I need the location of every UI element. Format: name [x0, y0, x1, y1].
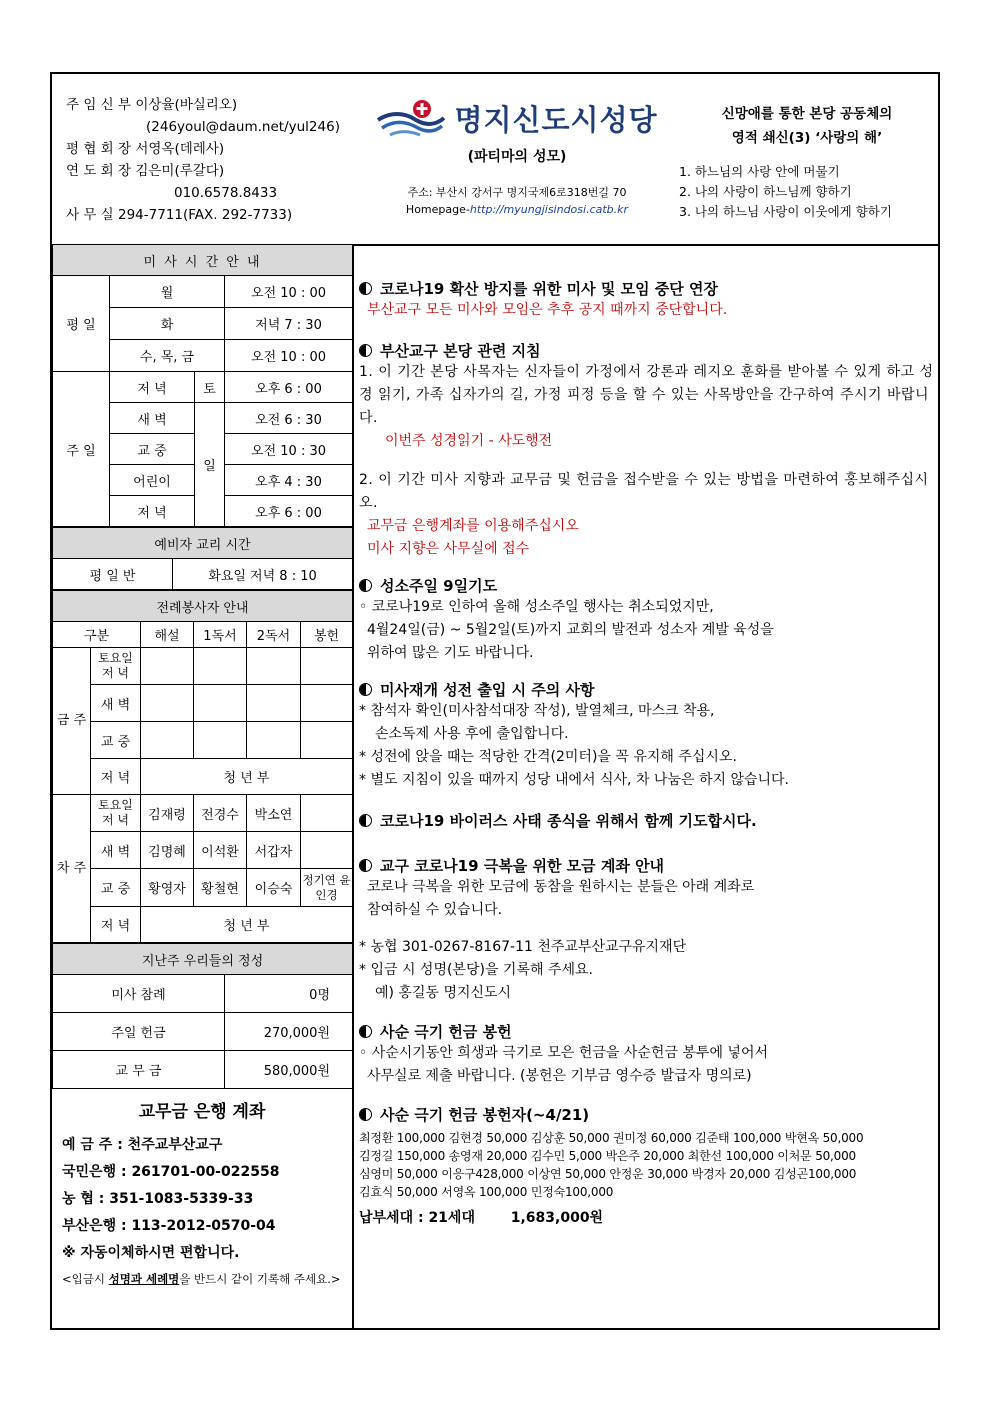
theme-goals	[679, 162, 937, 222]
mass-times-table	[52, 244, 353, 527]
server-cell: 이승숙	[247, 869, 301, 907]
server-slot: 토요일 저 녁	[91, 795, 141, 832]
server-slot: 토요일 저 녁	[91, 648, 141, 685]
notice-red-text: 부산교구 모든 미사와 모임은 추후 공지 때까지 중단합니다.	[367, 302, 728, 318]
office-line: 사 무 실 294-7711(FAX. 292-7733)	[66, 207, 293, 223]
goal-item: 3. 나의 하느님 사랑이 이웃에게 향하기	[679, 204, 892, 219]
mass-time: 오전 6 : 30	[225, 403, 353, 434]
catechumen-class: 평 일 반	[53, 559, 173, 590]
half-circle-icon	[359, 1025, 372, 1038]
servers-col-header: 해설	[141, 622, 194, 648]
notice-line: 참여하실 수 있습니다.	[367, 902, 503, 918]
server-cell	[301, 722, 353, 759]
parish-name: 명지신도시성당	[454, 102, 658, 137]
bank-row: 국민은행 : 261701-00-022558	[62, 1164, 280, 1180]
offering-value: 270,000원	[225, 1013, 353, 1051]
staff-info	[60, 94, 360, 226]
notice-title: 부산교구 본당 관련 지침	[380, 342, 541, 360]
parish-address: 주소: 부산시 강서구 명지국제6로318번길 70	[407, 186, 627, 199]
patron-name: (파티마의 성모)	[467, 149, 567, 165]
mass-day: 일	[195, 403, 225, 527]
bank-note-part: <입금시	[62, 1272, 109, 1286]
servers-col-header: 봉헌	[301, 622, 353, 648]
notice-line: 코로나 극복을 위한 모금에 동참을 원하시는 분들은 아래 계좌로	[367, 879, 755, 895]
server-cell: 청 년 부	[141, 759, 353, 795]
this-week-label: 금 주	[53, 648, 91, 795]
notice-title: 교구 코로나19 극복을 위한 모금 계좌 안내	[380, 857, 665, 875]
notice-red-text: 미사 지향은 사무실에 접수	[367, 541, 530, 557]
theme-line-2: 영적 쇄신(3) ‘사랑의 해’	[731, 130, 883, 146]
mass-day: 토	[195, 372, 225, 403]
server-cell	[301, 648, 353, 685]
servers-col-header: 1독서	[194, 622, 247, 648]
donor-row: 최정환 100,000 김현경 50,000 김상훈 50,000 권미정 60,000 김준태 100,000 박현옥 50,000	[359, 1131, 864, 1145]
mass-time: 오후 6 : 00	[225, 496, 353, 527]
mass-time: 오후 6 : 00	[225, 372, 353, 403]
bank-title: 교무금 은행 계좌	[138, 1102, 266, 1122]
servers-table	[52, 590, 353, 943]
server-cell	[194, 722, 247, 759]
half-circle-icon	[359, 1108, 372, 1121]
parish-block	[362, 94, 672, 216]
notice-mass-suspension	[359, 278, 938, 322]
half-circle-icon	[359, 683, 372, 696]
homepage-label: Homepage-	[405, 203, 470, 216]
bulletin-header	[52, 74, 938, 246]
notice-paragraph: 1. 이 기간 본당 사목자는 신자들이 가정에서 강론과 레지오 훈화를 받아볼 수 있게 하고 성경 읽기, 가족 십자가의 길, 가정 피정 등을 할 수 있는 사목방안을 간구하여 주시기 바랍니다.	[359, 364, 934, 426]
notice-line: 위하여 많은 기도 바랍니다.	[367, 645, 534, 661]
server-cell: 박소연	[247, 795, 301, 832]
weekday-time: 저녁 7 : 30	[225, 308, 353, 340]
mass-name: 저 녁	[110, 372, 195, 403]
notice-line: ◦ 코로나19로 인하여 올해 성소주일 행사는 취소되었지만,	[359, 599, 714, 615]
half-circle-icon	[359, 859, 372, 872]
notice-line: * 입금 시 성명(본당)을 기록해 주세요.	[359, 962, 593, 978]
server-cell: 황영자	[141, 869, 194, 907]
weekday-time: 오전 10 : 00	[225, 276, 353, 308]
donor-row: 김정길 150,000 송영재 20,000 김수민 5,000 박은주 20,000 최한선 100,000 이처문 50,000	[359, 1149, 856, 1163]
weekday-day: 화	[110, 308, 225, 340]
server-slot: 저 녁	[91, 759, 141, 795]
server-cell: 김명혜	[141, 832, 194, 869]
offering-value: 580,000원	[225, 1051, 353, 1089]
notice-line: 예) 홍길동 명지신도시	[375, 985, 512, 1001]
server-cell	[141, 685, 194, 722]
parish-logo-icon	[376, 98, 446, 138]
server-cell: 전경수	[194, 795, 247, 832]
notice-title: 사순 극기 헌금 봉헌	[380, 1023, 512, 1041]
offering-value: 0명	[225, 975, 353, 1013]
goal-item: 2. 나의 사랑이 하느님께 향하기	[679, 184, 852, 199]
notice-line: * 별도 지침이 있을 때까지 성당 내에서 식사, 차 나눔은 하지 않습니다.	[359, 772, 789, 788]
server-cell: 이석환	[194, 832, 247, 869]
weekday-label: 평 일	[53, 276, 110, 372]
bank-row: 농 협 : 351-1083-5339-33	[62, 1191, 254, 1207]
bank-row: 부산은행 : 113-2012-0570-04	[62, 1218, 276, 1234]
server-slot: 새 벽	[91, 832, 141, 869]
notice-line: * 성전에 앉을 때는 적당한 간격(2미터)을 꼭 유지해 주십시오.	[359, 749, 737, 765]
weekday-time: 오전 10 : 00	[225, 340, 353, 372]
sunday-label: 주 일	[53, 372, 110, 527]
sodality-chair-line: 연 도 회 장 김은미(루갈다)	[66, 163, 225, 179]
notice-title: 성소주일 9일기도	[380, 577, 498, 595]
server-slot: 교 중	[91, 869, 141, 907]
notice-title: 코로나19 확산 방지를 위한 미사 및 모임 중단 연장	[380, 280, 718, 298]
notice-line: * 참석자 확인(미사참석대장 작성), 발열체크, 마스크 착용,	[359, 703, 715, 719]
homepage-link[interactable]: http://myungjisindosi.catb.kr	[469, 203, 629, 216]
notice-diocese-guidelines	[359, 340, 938, 561]
notice-title: 사순 극기 헌금 봉헌자(~4/21)	[380, 1106, 590, 1124]
half-circle-icon	[359, 282, 372, 295]
bank-note	[62, 1271, 342, 1288]
server-cell	[247, 722, 301, 759]
server-cell	[141, 648, 194, 685]
bank-row: 예 금 주 : 천주교부산교구	[62, 1137, 223, 1153]
servers-col-header: 구분	[53, 622, 141, 648]
server-cell: 서갑자	[247, 832, 301, 869]
mass-name: 새 벽	[110, 403, 195, 434]
donor-row: 김효식 50,000 서영옥 100,000 민정숙100,000	[359, 1185, 614, 1199]
mass-times-title: 미 사 시 간 안 내	[53, 245, 353, 276]
notice-title: 미사재개 성전 출입 시 주의 사항	[380, 681, 595, 699]
server-cell	[141, 722, 194, 759]
mass-name: 어린이	[110, 465, 195, 496]
parish-theme	[677, 102, 937, 222]
notice-red-text: 이번주 성경읽기 - 사도행전	[385, 433, 553, 449]
server-cell	[247, 648, 301, 685]
mass-name: 저 녁	[110, 496, 195, 527]
notice-line: 사무실로 제출 바랍니다. (봉헌은 기부금 영수증 발급자 명의로)	[367, 1068, 752, 1084]
half-circle-icon	[359, 814, 372, 827]
notice-relief-fund	[359, 855, 938, 1005]
server-cell	[301, 685, 353, 722]
server-cell	[247, 685, 301, 722]
notice-title: 코로나19 바이러스 사태 종식을 위해서 함께 기도합시다.	[380, 812, 757, 830]
catechumen-table	[52, 527, 353, 590]
goal-item: 1. 하느님의 사랑 안에 머물기	[679, 164, 840, 179]
notices-column	[354, 244, 938, 1230]
pastor-line: 주 임 신 부 이상율(바실리오)	[66, 97, 238, 113]
server-cell: 청 년 부	[141, 907, 353, 943]
bulletin-page	[50, 72, 940, 1330]
donor-total-amount: 1,683,000원	[510, 1210, 604, 1226]
server-slot: 교 중	[91, 722, 141, 759]
notice-red-text: 교무금 은행계좌를 이용해주십시오	[367, 518, 579, 534]
server-cell	[301, 795, 353, 832]
left-column	[52, 244, 354, 1328]
notice-entry-precautions	[359, 679, 938, 792]
half-circle-icon	[359, 579, 372, 592]
servers-title: 전례봉사자 안내	[53, 591, 353, 622]
notice-line: ◦ 사순시기동안 희생과 극기로 모은 헌금을 사순헌금 봉투에 넣어서	[359, 1045, 769, 1061]
notice-lenten-donors	[359, 1104, 938, 1230]
server-slot: 저 녁	[91, 907, 141, 943]
weekday-day: 수, 목, 금	[110, 340, 225, 372]
notice-lenten-offering	[359, 1021, 938, 1088]
mass-name: 교 중	[110, 434, 195, 465]
server-slot: 새 벽	[91, 685, 141, 722]
notice-line: 4월24일(금) ~ 5월2일(토)까지 교회의 발전과 성소자 계발 육성을	[367, 622, 774, 638]
donor-row: 심영미 50,000 이응구428,000 이상연 50,000 안정운 30,000 박경자 20,000 김성곤100,000	[359, 1167, 857, 1181]
mass-time: 오후 4 : 30	[225, 465, 353, 496]
catechumen-time: 화요일 저녁 8 : 10	[173, 559, 353, 590]
bank-note-emphasis: 성명과 세례명	[108, 1272, 180, 1286]
server-cell: 황철현	[194, 869, 247, 907]
catechumen-title: 예비자 교리 시간	[53, 528, 353, 559]
offering-label: 교 무 금	[53, 1051, 225, 1089]
notice-vocation-novena	[359, 575, 938, 665]
offerings-table	[52, 943, 353, 1089]
homepage-line	[362, 203, 672, 216]
theme-line-1: 신망애를 통한 본당 공동체의	[721, 106, 893, 122]
donor-list	[359, 1129, 938, 1201]
servers-col-header: 2독서	[247, 622, 301, 648]
notice-paragraph: 2. 이 기간 미사 지향과 교무금 및 헌금을 접수받을 수 있는 방법을 마련하여 홍보해주십시오.	[359, 472, 929, 511]
donor-total	[359, 1207, 938, 1230]
server-cell	[301, 832, 353, 869]
next-week-label: 차 주	[53, 795, 91, 943]
bank-accounts	[52, 1089, 352, 1288]
server-cell: 김재령	[141, 795, 194, 832]
notice-prayer	[359, 810, 938, 831]
weekday-day: 월	[110, 276, 225, 308]
server-cell	[194, 648, 247, 685]
pastor-contact: (246youl@daum.net/yul246)	[146, 119, 340, 135]
half-circle-icon	[359, 344, 372, 357]
notice-line: 손소독제 사용 후에 출입합니다.	[375, 726, 569, 742]
bank-row: ※ 자동이체하시면 편합니다.	[62, 1245, 240, 1261]
offerings-title: 지난주 우리들의 정성	[53, 944, 353, 975]
donor-total-label: 납부세대 : 21세대	[359, 1210, 475, 1226]
mass-time: 오전 10 : 30	[225, 434, 353, 465]
server-cell	[194, 685, 247, 722]
sodality-phone: 010.6578.8433	[174, 185, 278, 201]
server-cell: 정기연 윤인경	[301, 869, 353, 907]
offering-label: 주일 헌금	[53, 1013, 225, 1051]
bank-note-part: 을 반드시 같이 기록해 주세요.>	[179, 1272, 341, 1286]
council-chair-line: 평 협 회 장 서영옥(데레사)	[66, 141, 225, 157]
offering-label: 미사 참례	[53, 975, 225, 1013]
notice-line: * 농협 301-0267-8167-11 천주교부산교구유지재단	[359, 939, 687, 955]
